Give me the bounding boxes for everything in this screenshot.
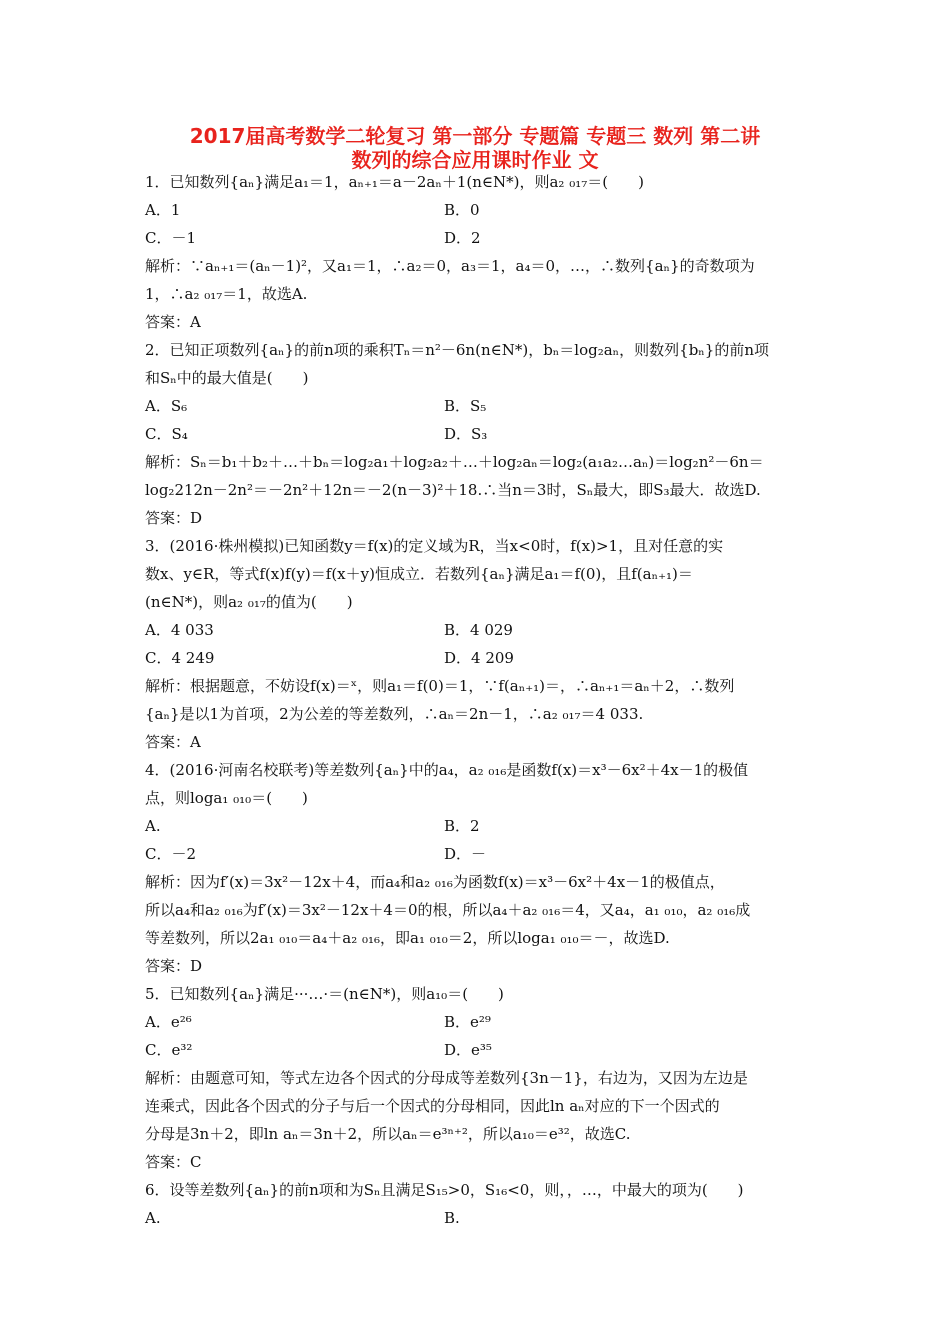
q1-solution-line2: 1，∴a₂ ₀₁₇＝1，故选A. [145,285,308,303]
q5-option-a: A．e²⁶ [145,1013,192,1031]
q3-solution-line2: {aₙ}是以1为首项，2为公差的等差数列，∴aₙ＝2n－1，∴a₂ ₀₁₇＝4 033. [145,705,644,723]
q1-option-b: B．0 [444,201,480,219]
q5-solution-line1: 解析：由题意可知，等式左边各个因式的分母成等差数列{3n－1}，右边为，又因为左边是 [145,1069,748,1087]
q6-option-b: B. [444,1209,460,1227]
q1-option-a: A．1 [145,201,181,219]
q1-solution-line1: 解析：∵aₙ₊₁＝(aₙ－1)²，又a₁＝1，∴a₂＝0，a₃＝1，a₄＝0，…，∴数列{aₙ}的奇数项为 [145,257,755,275]
q3-option-c: C．4 249 [145,649,215,667]
q6-stem: 6．设等差数列{aₙ}的前n项和为Sₙ且满足S₁₅>0，S₁₆<0，则，，…，中最大的项为( ) [145,1181,744,1199]
q3-stem-line1: 3．(2016·株州模拟)已知函数y＝f(x)的定义域为R，当x<0时，f(x)>1，且对任意的实 [145,537,724,555]
q2-option-c: C．S₄ [145,425,188,443]
doc-title-line1: 2017届高考数学二轮复习 第一部分 专题篇 专题三 数列 第二讲 [189,124,761,148]
q3-option-d: D．4 209 [444,649,514,667]
q2-solution-line1: 解析：Sₙ＝b₁＋b₂＋…＋bₙ＝log₂a₁＋log₂a₂＋…＋log₂aₙ＝log₂(a₁a₂…aₙ)＝log₂n²－6n＝ [145,453,764,471]
q6-option-a: A. [145,1209,161,1227]
q3-option-a: A．4 033 [145,621,214,639]
q4-option-c: C．－2 [145,845,197,863]
q1-answer: 答案：A [145,313,201,331]
q4-solution-line1: 解析：因为f′(x)＝3x²－12x＋4，而a₄和a₂ ₀₁₆为函数f(x)＝x³－6x²＋4x－1的极值点， [145,873,725,891]
q4-option-d: D．－ [444,845,487,863]
q4-option-b: B．2 [444,817,480,835]
q5-option-d: D．e³⁵ [444,1041,492,1059]
q4-solution-line2: 所以a₄和a₂ ₀₁₆为f′(x)＝3x²－12x＋4＝0的根，所以a₄＋a₂ ₀₁₆＝4，又a₄，a₁ ₀₁₀，a₂ ₀₁₆成 [145,901,751,919]
q1-stem: 1．已知数列{aₙ}满足a₁＝1，aₙ₊₁＝a－2aₙ＋1(n∈N*)，则a₂ ₀₁₇＝( ) [145,173,644,191]
q2-option-b: B．S₅ [444,397,487,415]
q3-stem-line3: (n∈N*)，则a₂ ₀₁₇的值为( ) [145,593,353,611]
q5-option-b: B．e²⁹ [444,1013,491,1031]
q4-stem-line1: 4．(2016·河南名校联考)等差数列{aₙ}中的a₄，a₂ ₀₁₆是函数f(x)＝x³－6x²＋4x－1的极值 [145,761,749,779]
q3-answer: 答案：A [145,733,201,751]
q5-solution-line3: 分母是3n＋2，即ln aₙ＝3n＋2，所以aₙ＝e³ⁿ⁺²，所以a₁₀＝e³²，故选C. [145,1125,631,1143]
doc-title-line2: 数列的综合应用课时作业 文 [351,148,599,172]
q1-option-c: C．－1 [145,229,197,247]
q5-solution-line2: 连乘式，因此各个因式的分子与后一个因式的分母相同，因此ln aₙ对应的下一个因式的 [145,1097,720,1115]
q4-solution-line3: 等差数列，所以2a₁ ₀₁₀＝a₄＋a₂ ₀₁₆，即a₁ ₀₁₀＝2，所以loga₁ ₀₁₀＝－，故选D. [145,929,670,947]
q2-solution-line2: log₂212n－2n²＝－2n²＋12n＝－2(n－3)²＋18.∴当n＝3时，Sₙ最大，即S₃最大．故选D. [145,481,761,499]
q2-option-a: A．S₆ [145,397,188,415]
q4-answer: 答案：D [145,957,203,975]
q2-option-d: D．S₃ [444,425,488,443]
q5-option-c: C．e³² [145,1041,193,1059]
q5-stem: 5．已知数列{aₙ}满足···…·＝(n∈N*)，则a₁₀＝( ) [145,985,504,1003]
q2-stem-line1: 2．已知正项数列{aₙ}的前n项的乘积Tₙ＝n²－6n(n∈N*)，bₙ＝log₂aₙ，则数列{bₙ}的前n项 [145,341,769,359]
q3-stem-line2: 数x、y∈R，等式f(x)f(y)＝f(x＋y)恒成立．若数列{aₙ}满足a₁＝f(0)，且f(aₙ₊₁)＝ [145,565,693,583]
q4-stem-line2: 点，则loga₁ ₀₁₀＝( ) [145,789,308,807]
q3-solution-line1: 解析：根据题意，不妨设f(x)＝ˣ，则a₁＝f(0)＝1，∵f(aₙ₊₁)＝，∴aₙ₊₁＝aₙ＋2，∴数列 [145,677,735,695]
q2-answer: 答案：D [145,509,203,527]
q5-answer: 答案：C [145,1153,202,1171]
q3-option-b: B．4 029 [444,621,513,639]
q4-option-a: A. [145,817,161,835]
q1-option-d: D．2 [444,229,481,247]
q2-stem-line2: 和Sₙ中的最大值是( ) [145,369,309,387]
